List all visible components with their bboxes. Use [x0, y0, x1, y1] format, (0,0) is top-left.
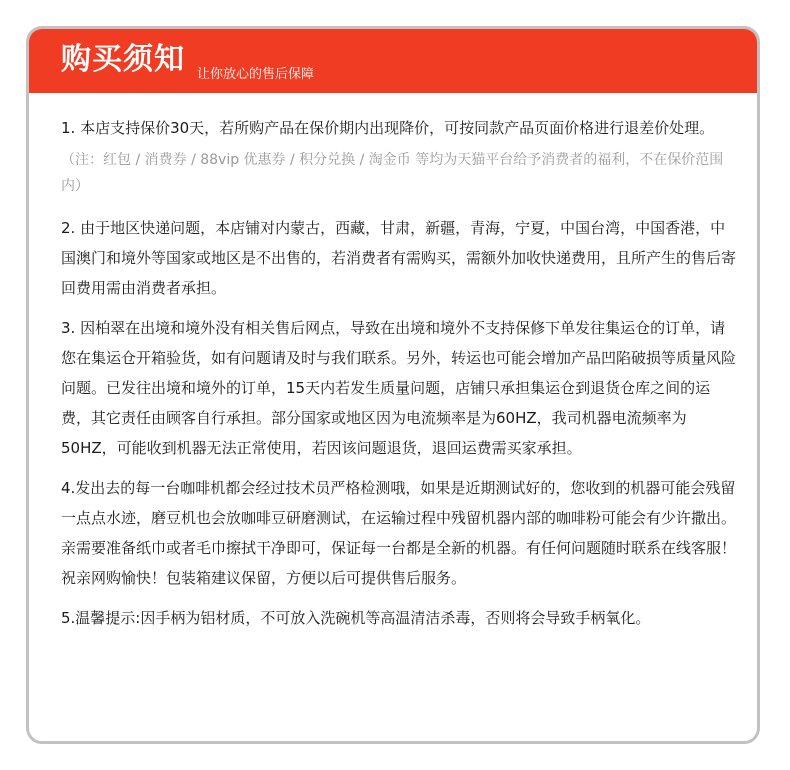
notice-item-1: 1. 本店支持保价30天，若所购产品在保价期内出现降价，可按同款产品页面价格进行退差价处理。 — [61, 119, 715, 137]
notice-header — [29, 29, 757, 93]
notice-content — [29, 93, 757, 633]
notice-item-3: 3. 因柏翠在出境和境外没有相关售后网点，导致在出境和境外不支持保修下单发往集运仓的订单，请您在集运仓开箱验货，如有问题请及时与我们联系。另外，转运也可能会增加产品凹陷破损等质量风险问题。已发往出境和境外的订单，15天内若发生质量问题，店铺只承担集运仓到退货仓库之间的运费，其它责任由顾客自行承担。部分国家或地区因为电流频率是为60HZ，我司机器电流频率为50HZ，可能收到机器无法正常使用，若因该问题退货，退回运费需买家承担。 — [61, 319, 737, 457]
notice-title: 购买须知 — [61, 42, 185, 77]
notice-item-2: 2. 由于地区快递问题，本店铺对内蒙古，西藏，甘肃，新疆，青海，宁夏，中国台湾，中国香港，中国澳门和境外等国家或地区是不出售的，若消费者有需购买，需额外加收快递费用，且所产生的售后寄回费用需由消费者承担。 — [61, 219, 737, 297]
notice-item-4: 4.发出去的每一台咖啡机都会经过技术员严格检测哦，如果是近期测试好的，您收到的机器可能会残留一点点水迹，磨豆机也会放咖啡豆研磨测试，在运输过程中残留机器内部的咖啡粉可能会有少许撒出。亲需要准备纸巾或者毛巾擦拭干净即可，保证每一台都是全新的机器。有任何问题随时联系在线客服！祝亲网购愉快！包装箱建议保留，方便以后可提供售后服务。 — [61, 479, 737, 587]
notice-item-1-note: （注：红包 / 消费券 / 88vip 优惠券 / 积分兑换 / 淘金币 等均为天猫平台给予消费者的福利，不在保价范围内） — [61, 152, 724, 194]
purchase-notice-card — [26, 26, 760, 744]
notice-subtitle: 让你放心的售后保障 — [197, 67, 315, 82]
notice-item-5: 5.温馨提示:因手柄为铝材质，不可放入洗碗机等高温清洁杀毒，否则将会导致手柄氧化。 — [61, 609, 651, 627]
